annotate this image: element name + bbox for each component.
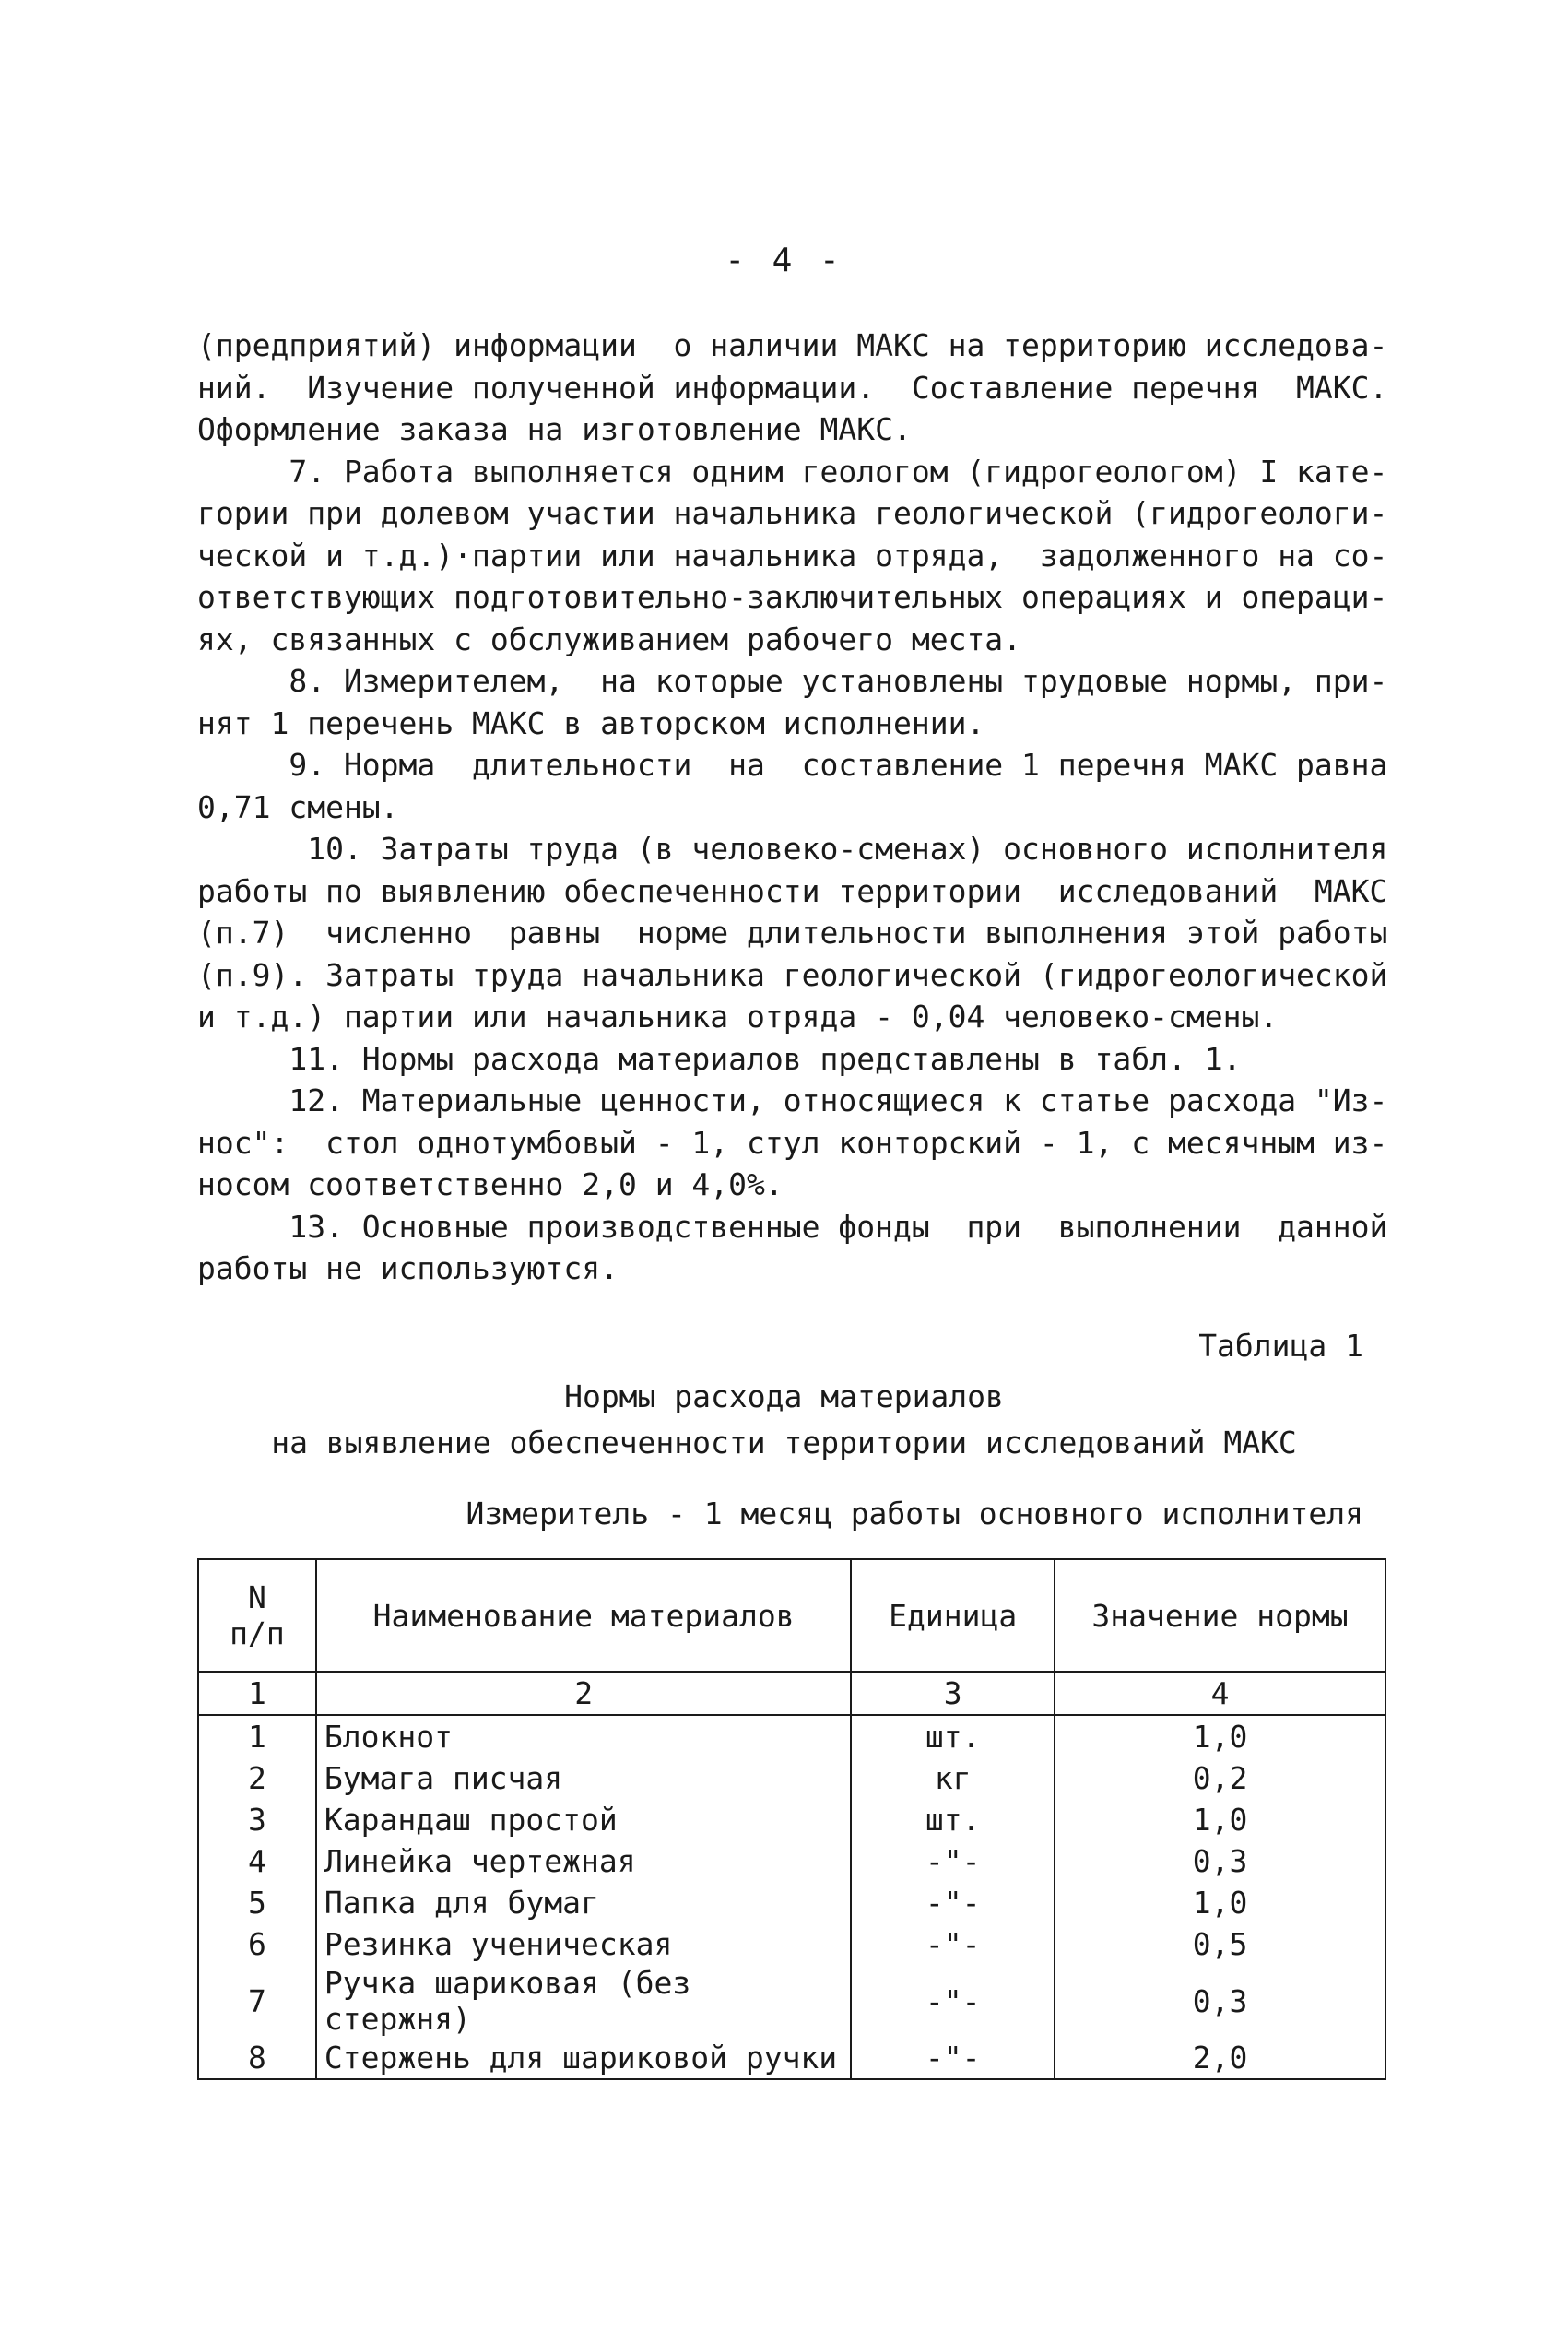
norm-value: 1,0 [1055, 1882, 1385, 1923]
body-line: 11. Нормы расхода материалов представлены в табл. 1. [197, 1040, 1242, 1077]
table-row [198, 1882, 1385, 1923]
body-line: (п.9). Затраты труда начальника геологической (гидрогеологической [197, 956, 1388, 993]
row-number: 6 [198, 1923, 316, 1965]
row-number: 8 [198, 2037, 316, 2079]
table-row [198, 1799, 1385, 1840]
material-unit: шт. [851, 1715, 1055, 1757]
material-name: Ручка шариковая (без стержня) [316, 1965, 852, 2037]
material-unit: -"- [851, 1840, 1055, 1882]
body-text [197, 325, 1386, 1290]
column-number: 3 [851, 1672, 1055, 1715]
body-line: ческой и т.д.)·партии или начальника отряда, задолженного на со- [197, 537, 1388, 574]
body-line: ях, связанных с обслуживанием рабочего места. [197, 621, 1022, 657]
table-measure: Измеритель - 1 месяц работы основного исполнителя [466, 1496, 1363, 1532]
material-name: Бумага писчая [316, 1757, 852, 1799]
column-number: 1 [198, 1672, 316, 1715]
material-name: Линейка чертежная [316, 1840, 852, 1882]
header-unit: Единица [851, 1559, 1055, 1672]
material-unit: -"- [851, 1923, 1055, 1965]
body-line: 10. Затраты труда (в человеко-сменах) основного исполнителя [197, 831, 1388, 867]
row-number: 1 [198, 1715, 316, 1757]
body-line: нят 1 перечень МАКС в авторском исполнении. [197, 704, 985, 741]
header-number-line-1: N [248, 1579, 266, 1615]
table-row [198, 1840, 1385, 1882]
body-line: 0,71 смены. [197, 788, 399, 825]
material-name: Резинка ученическая [316, 1923, 852, 1965]
material-name: Папка для бумаг [316, 1882, 852, 1923]
table-column-numbers-row [198, 1672, 1385, 1715]
body-line: ответствующих подготовительно-заключительных операциях и операци- [197, 579, 1388, 615]
header-name: Наименование материалов [316, 1559, 852, 1672]
norm-value: 0,3 [1055, 1965, 1385, 2037]
body-line: гории при долевом участии начальника геологической (гидрогеологи- [197, 495, 1388, 531]
row-number: 3 [198, 1799, 316, 1840]
body-line: Оформление заказа на изготовление МАКС. [197, 411, 912, 447]
body-line: 9. Норма длительности на составление 1 перечня МАКС равна [197, 747, 1388, 783]
materials-table [197, 1558, 1386, 2080]
column-number: 2 [316, 1672, 852, 1715]
table-title-line-2: на выявление обеспеченности территории исследований МАКС [271, 1425, 1297, 1461]
body-line: ний. Изучение полученной информации. Составление перечня МАКС. [197, 369, 1388, 406]
material-unit: -"- [851, 1965, 1055, 2037]
header-number-line-2: п/п [230, 1615, 285, 1651]
norm-value: 1,0 [1055, 1799, 1385, 1840]
row-number: 4 [198, 1840, 316, 1882]
body-line: носом соответственно 2,0 и 4,0%. [197, 1166, 784, 1202]
table-title-line-1: Нормы расхода материалов [564, 1378, 1004, 1414]
material-unit: -"- [851, 2037, 1055, 2079]
body-line: 7. Работа выполняется одним геологом (гидрогеологом) I кате- [197, 453, 1388, 490]
norm-value: 1,0 [1055, 1715, 1385, 1757]
material-name: Карандаш простой [316, 1799, 852, 1840]
material-unit: шт. [851, 1799, 1055, 1840]
norm-value: 0,3 [1055, 1840, 1385, 1882]
body-line: 13. Основные производственные фонды при выполнении данной [197, 1208, 1388, 1245]
material-name: Блокнот [316, 1715, 852, 1757]
header-value: Значение нормы [1055, 1559, 1385, 1672]
table-row [198, 1965, 1385, 2037]
body-line: работы не используются. [197, 1250, 619, 1286]
header-number [198, 1559, 316, 1672]
norm-value: 0,5 [1055, 1923, 1385, 1965]
row-number: 7 [198, 1965, 316, 2037]
body-line: (предприятий) информации о наличии МАКС на территорию исследова- [197, 327, 1388, 363]
row-number: 2 [198, 1757, 316, 1799]
table-row [198, 1757, 1385, 1799]
body-line: 12. Материальные ценности, относящиеся к статье расхода "Из- [197, 1082, 1388, 1118]
column-number: 4 [1055, 1672, 1385, 1715]
norm-value: 2,0 [1055, 2037, 1385, 2079]
norm-value: 0,2 [1055, 1757, 1385, 1799]
row-number: 5 [198, 1882, 316, 1923]
table-row [198, 1923, 1385, 1965]
table-row [198, 1715, 1385, 1757]
body-line: 8. Измерителем, на которые установлены трудовые нормы, при- [197, 663, 1388, 699]
body-line: (п.7) численно равны норме длительности выполнения этой работы [197, 915, 1388, 951]
material-unit: кг [851, 1757, 1055, 1799]
body-line: нос": стол однотумбовый - 1, стул конторский - 1, с месячным из- [197, 1124, 1388, 1161]
material-unit: -"- [851, 1882, 1055, 1923]
table-caption: Таблица 1 [1198, 1328, 1363, 1364]
page-number: - 4 - [725, 242, 843, 279]
body-line: и т.д.) партии или начальника отряда - 0,04 человеко-смены. [197, 999, 1279, 1035]
material-name: Стержень для шариковой ручки [316, 2037, 852, 2079]
table-row [198, 2037, 1385, 2079]
body-line: работы по выявлению обеспеченности территории исследований МАКС [197, 872, 1388, 909]
table-header-row [198, 1559, 1385, 1672]
